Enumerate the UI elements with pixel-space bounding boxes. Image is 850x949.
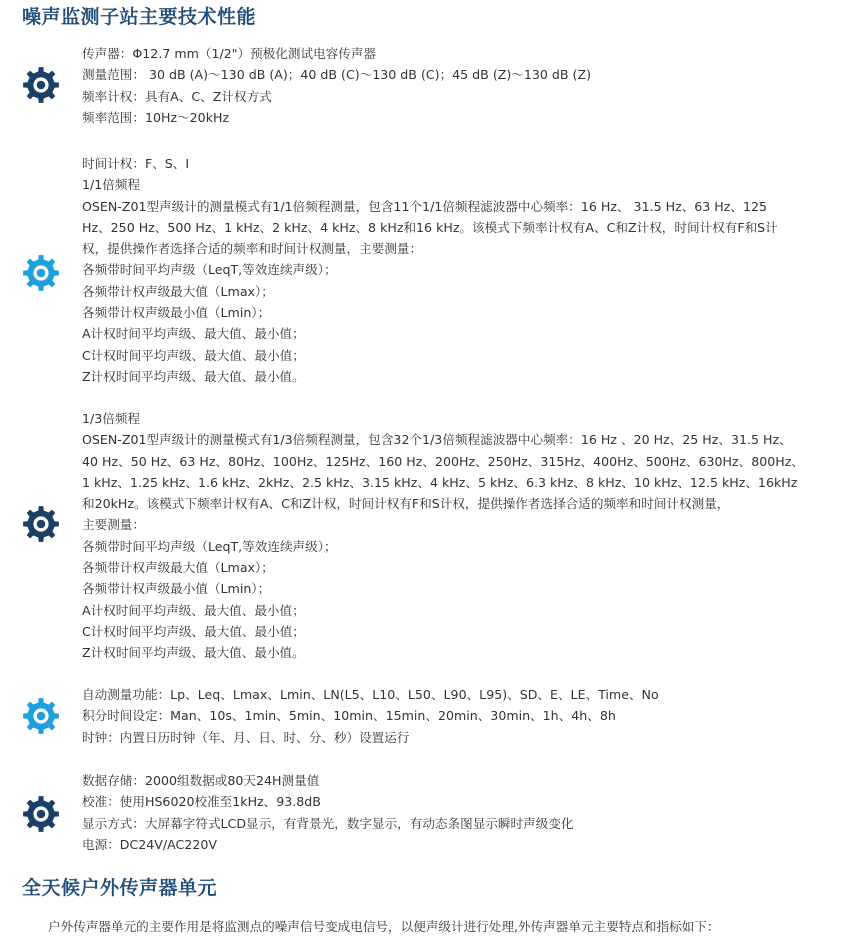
spec-line: 1 kHz、1.25 kHz、1.6 kHz、2kHz、2.5 kHz、3.15 kHz、4 kHz、5 kHz、6.3 kHz、8 kHz、10 kHz、12.5 kHz、16kHz	[82, 474, 798, 490]
spec-line: 40 Hz、50 Hz、63 Hz、80Hz、100Hz、125Hz、160 Hz、200Hz、250Hz、315Hz、400Hz、500Hz、630Hz、800Hz、	[82, 453, 804, 469]
gear-icon	[22, 254, 60, 292]
spec-line: OSEN-Z01型声级计的测量模式有1/1倍频程测量，包含11个1/1倍频程滤波器中心频率：16 Hz、 31.5 Hz、63 Hz、125	[82, 198, 768, 214]
spec-line: 各频带时间平均声级（LeqT,等效连续声级）；	[82, 262, 337, 278]
spec-line: C计权时间平均声级、最大值、最小值；	[82, 623, 305, 639]
spec-line: 1/1倍频程	[82, 177, 141, 193]
spec-line: 电源：DC24V/AC220V	[82, 836, 217, 852]
spec-line: A计权时间平均声级、最大值、最小值；	[82, 326, 305, 342]
spec-line: A计权时间平均声级、最大值、最小值；	[82, 602, 305, 618]
spec-line: 各频带计权声级最大值（Lmax）；	[82, 283, 274, 299]
spec-line: 积分时间设定：Man、10s、1min、5min、10min、15min、20min、30min、1h、4h、8h	[82, 708, 616, 724]
spec-line: 各频带计权声级最大值（Lmax）；	[82, 560, 274, 576]
intro-paragraph: 户外传声器单元的主要作用是将监测点的噪声信号变成电信号，以便声级计进行处理,外传声器单元主要特点和指标如下：	[48, 919, 720, 934]
spec-lines	[82, 408, 842, 664]
spec-line: 时钟：内置日历时钟（年、月、日、时、分、秒）设置运行	[82, 729, 410, 745]
spec-line: 显示方式：大屏幕字符式LCD显示，有背景光，数字显示，有动态条图显示瞬时声级变化	[82, 815, 574, 831]
spec-line: Z计权时间平均声级、最大值、最小值。	[82, 645, 305, 661]
spec-line: 各频带计权声级最小值（Lmin）；	[82, 305, 271, 321]
page-title: 噪声监测子站主要技术性能	[22, 6, 257, 28]
spec-line: 各频带时间平均声级（LeqT,等效连续声级）；	[82, 538, 337, 554]
spec-line: 各频带计权声级最小值（Lmin）；	[82, 581, 271, 597]
spec-lines	[82, 153, 842, 387]
spec-line: 频率计权：具有A、C、Z计权方式	[82, 88, 272, 104]
spec-line: C计权时间平均声级、最大值、最小值；	[82, 347, 305, 363]
spec-line: 校准：使用HS6020校准至1kHz、93.8dB	[82, 794, 321, 810]
gear-icon	[22, 795, 60, 833]
spec-line: 传声器：Φ12.7 mm（1/2"）预极化测试电容传声器	[82, 46, 377, 61]
gear-icon	[22, 697, 60, 735]
spec-line: Hz、250 Hz、500 Hz、1 kHz、2 kHz、4 kHz、8 kHz和16 kHz。该模式下频率计权有A、C和Z计权，时间计权有F和S计	[82, 219, 778, 235]
spec-lines	[82, 684, 842, 748]
gear-icon	[22, 505, 60, 543]
spec-lines	[82, 770, 842, 855]
section-title: 全天候户外传声器单元	[22, 877, 218, 899]
spec-lines	[82, 43, 842, 128]
spec-line: 时间计权：F、S、I	[82, 156, 190, 171]
spec-line: 主要测量：	[82, 517, 145, 533]
spec-line: 权，提供操作者选择合适的频率和时间计权测量，主要测量：	[82, 241, 423, 257]
spec-line: 测量范围： 30 dB (A)～130 dB (A)；40 dB (C)～130 dB (C)；45 dB (Z)～130 dB (Z)	[82, 67, 592, 83]
spec-line: 频率范围：10Hz～20kHz	[82, 109, 230, 125]
spec-line: 和20kHz。该模式下频率计权有A、C和Z计权，时间计权有F和S计权，提供操作者选择合适的频率和时间计权测量，	[82, 496, 730, 512]
spec-line: Z计权时间平均声级、最大值、最小值。	[82, 368, 305, 384]
spec-line: 1/3倍频程	[82, 411, 141, 426]
spec-line: OSEN-Z01型声级计的测量模式有1/3倍频程测量，包含32个1/3倍频程滤波器中心频率：16 Hz 、20 Hz、25 Hz、31.5 Hz、	[82, 432, 792, 448]
gear-icon	[22, 66, 60, 104]
spec-line: 自动测量功能：Lp、Leq、Lmax、Lmin、LN(L5、L10、L50、L90、L95)、SD、E、LE、Time、No	[82, 687, 659, 702]
spec-line: 数据存储：2000组数据或80天24H测量值	[82, 773, 320, 788]
